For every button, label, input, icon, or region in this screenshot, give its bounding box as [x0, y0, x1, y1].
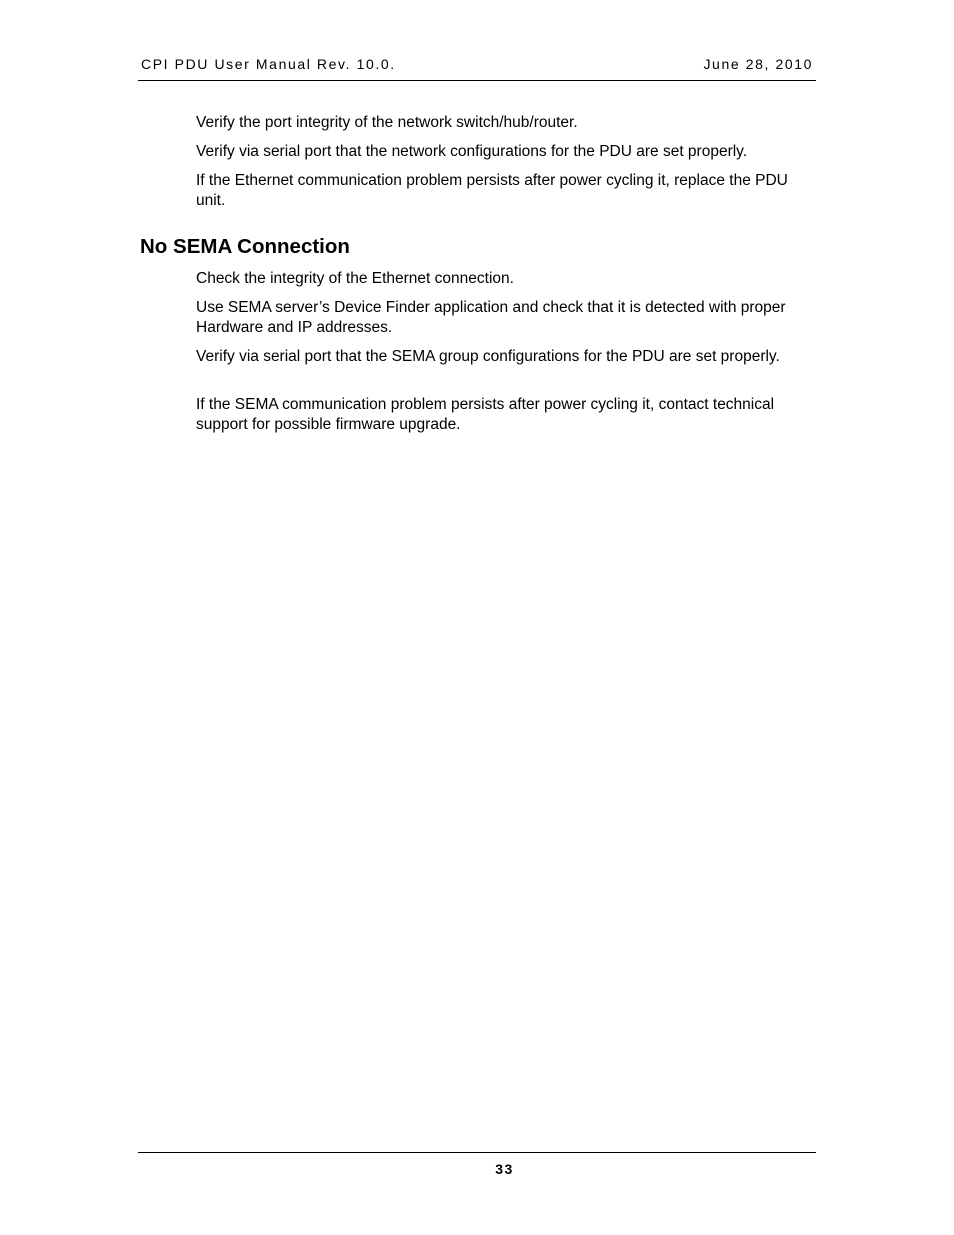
document-title: CPI PDU User Manual Rev. 10.0.	[141, 56, 396, 72]
paragraph-ethernet-problem: If the Ethernet communication problem persists after power cycling it, replace the PDU unit.	[196, 172, 788, 209]
paragraph-check-ethernet: Check the integrity of the Ethernet connection.	[196, 270, 514, 287]
paragraph-verify-network-config: Verify via serial port that the network configurations for the PDU are set properly.	[196, 143, 748, 160]
paragraph-verify-port-integrity: Verify the port integrity of the network switch/hub/router.	[196, 114, 578, 131]
section-heading: No SEMA Connection	[140, 235, 350, 258]
document-date: June 28, 2010	[703, 56, 813, 72]
paragraph-sema-problem: If the SEMA communication problem persists after power cycling it, contact technical support for possible firmware upgrade.	[196, 396, 775, 433]
page-header	[138, 56, 816, 81]
page-number: 33	[495, 1161, 514, 1177]
paragraph-device-finder: Use SEMA server’s Device Finder application and check that it is detected with proper Hardware and IP addresses.	[196, 299, 786, 336]
footer-divider	[138, 1152, 816, 1153]
paragraph-verify-sema-config: Verify via serial port that the SEMA group configurations for the PDU are set properly.	[196, 348, 780, 365]
